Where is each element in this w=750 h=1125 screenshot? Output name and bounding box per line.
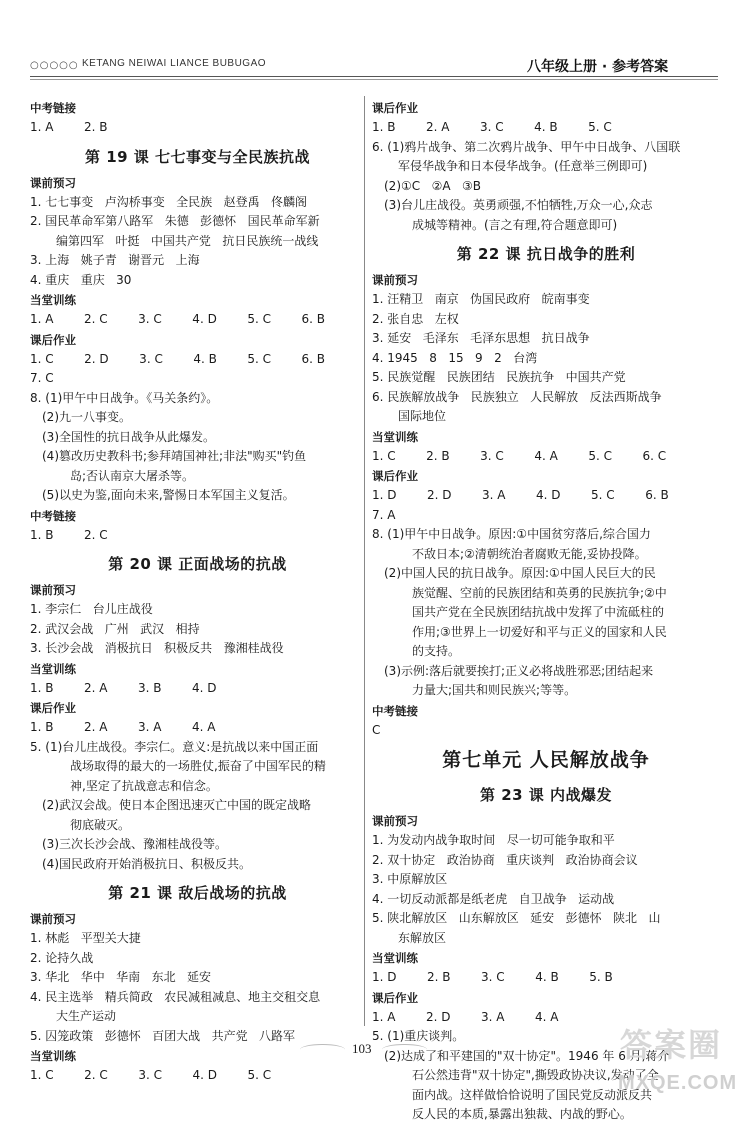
answer-line: 3. 长沙会战 消极抗日 积极反共 豫湘桂战役: [30, 641, 284, 655]
answer-line: 1. 林彪 平型关大捷: [30, 931, 141, 945]
answer-line: 4. 一切反动派都是纸老虎 自卫战争 运动战: [372, 891, 615, 906]
section-heading: 当堂训练: [30, 661, 76, 676]
answer-line: 2. 论持久战: [30, 950, 94, 965]
section-heading: 课后作业: [372, 101, 418, 115]
answer-line: (4)国民政府开始消极抗日、积极反共。: [42, 856, 251, 871]
answer-line: 3. 中原解放区: [372, 872, 448, 886]
answer-line: (2)中国人民的抗日战争。原因:①中国人民巨大的民: [384, 566, 656, 580]
lesson-title: 第 20 课 正面战场的抗战: [108, 555, 287, 573]
answer-line: 编第四军 叶挺 中国共产党 抗日民族统一战线: [56, 233, 319, 248]
footer-ornament-right: [382, 1044, 427, 1055]
watermark-logo-text: 答案圈: [620, 1026, 723, 1064]
section-heading: 课后作业: [30, 332, 76, 347]
section-heading: 课前预习: [372, 814, 418, 828]
answer-line: 4. 1945 8 15 9 2 台湾: [372, 350, 538, 365]
section-heading: 当堂训练: [30, 293, 76, 307]
answer-line: 1. A 2. C 3. C 4. D 5. C 6. B: [30, 312, 325, 326]
answer-line: 石公然违背"双十协定",撕毁政协决议,发动了全: [412, 1068, 659, 1082]
section-heading: 课前预习: [30, 583, 76, 597]
answer-line: 1. 汪精卫 南京 伪国民政府 皖南事变: [372, 292, 590, 306]
answer-line: 国共产党在全民族团结抗战中发挥了中流砥柱的: [412, 605, 665, 619]
answer-line: 1. C 2. D 3. C 4. B 5. C 6. B: [30, 351, 326, 366]
page-header: [0, 0, 750, 90]
answer-line: 大生产运动: [56, 1009, 117, 1023]
lesson-title: 第 21 课 敌后战场的抗战: [108, 884, 287, 902]
answer-line: 1. 李宗仁 台儿庄战役: [30, 602, 153, 616]
answer-line: C: [372, 722, 381, 737]
answer-line: 战场取得的最大的一场胜仗,振奋了中国军民的精: [70, 759, 326, 773]
answer-line: 6. (1)鸦片战争、第二次鸦片战争、甲午中日战争、八国联: [372, 139, 681, 154]
answer-line: 不敌日本;②清朝统治者腐败无能,妥协投降。: [412, 546, 647, 561]
answer-line: 3. 上海 姚子青 谢晋元 上海: [30, 253, 200, 267]
answer-line: 族觉醒、空前的民族团结和英勇的民族抗争;②中: [412, 585, 667, 600]
answer-line: (2)武汉会战。使日本企图迅速灭亡中国的既定战略: [42, 798, 311, 812]
answer-line: 4. 重庆 重庆 30: [30, 272, 132, 287]
header-grade-title: 八年级上册 · 参考答案: [527, 59, 669, 75]
footer-ornament-left: [300, 1044, 345, 1055]
answer-line: 军侵华战争和日本侵华战争。(任意举三例即可): [398, 159, 648, 173]
header-rule: [30, 76, 718, 77]
answer-line: 力量大;国共和则民族兴;等等。: [412, 683, 577, 697]
section-heading: 课前预习: [30, 912, 76, 926]
answer-line: 1. B 2. C: [30, 527, 108, 542]
answer-line: 1. A 2. B: [30, 120, 108, 134]
page-number: 103: [352, 1041, 372, 1056]
answer-line: 5. 陕北解放区 山东解放区 延安 彭德怀 陕北 山: [372, 911, 661, 925]
answer-line: 8. (1)甲午中日战争。《马关条约》。: [30, 390, 219, 405]
answer-line: 7. A: [372, 507, 396, 522]
answer-line: (3)全国性的抗日战争从此爆发。: [42, 429, 215, 444]
answer-line: 3. 延安 毛泽东 毛泽东思想 抗日战争: [372, 331, 590, 345]
lesson-title: 第 22 课 抗日战争的胜利: [456, 245, 636, 263]
answer-line: (3)示例:落后就要挨打;正义必将战胜邪恶;团结起来: [384, 663, 654, 678]
section-heading: 当堂训练: [372, 429, 418, 444]
answer-line: 1. D 2. B 3. C 4. B 5. B: [372, 970, 613, 984]
answer-line: 3. 华北 华中 华南 东北 延安: [30, 970, 212, 984]
answer-line: 1. C 2. C 3. C 4. D 5. C: [30, 1068, 272, 1082]
answer-line: 6. 民族解放战争 民族独立 人民解放 反法西斯战争: [372, 389, 662, 404]
answer-line: 面内战。这样做恰恰说明了国民党反动派反共: [412, 1087, 653, 1102]
section-heading: 课后作业: [30, 701, 76, 715]
answer-line: 1. B 2. A 3. C 4. B 5. C: [372, 120, 612, 134]
answer-line: (4)篡改历史教科书;参拜靖国神社;非法"购买"钓鱼: [42, 449, 307, 463]
answer-line: 反人民的本质,暴露出独裁、内战的野心。: [412, 1107, 632, 1121]
answer-line: 1. B 2. A 3. A 4. A: [30, 720, 216, 734]
answer-line: 彻底破灭。: [70, 817, 131, 832]
answer-line: 的支持。: [412, 644, 461, 658]
answer-line: 2. 张自忠 左权: [372, 311, 459, 326]
section-heading: 中考链接: [30, 101, 76, 115]
section-heading: 当堂训练: [30, 1049, 76, 1063]
answer-line: 岛;否认南京大屠杀等。: [70, 468, 195, 483]
answer-line: 5. 囚笼政策 彭德怀 百团大战 共产党 八路军: [30, 1028, 296, 1043]
answer-line: 5. (1)台儿庄战役。李宗仁。意义:是抗战以来中国正面: [30, 739, 319, 754]
answer-line: (2)达成了和平建国的"双十协定"。1946 年 6 月,蒋介: [384, 1048, 670, 1063]
answer-line: 1. 七七事变 卢沟桥事变 全民族 赵登禹 佟麟阁: [30, 194, 308, 209]
answer-line: 成城等精神。(言之有理,符合题意即可): [412, 217, 618, 232]
answer-line: (2)九一八事变。: [42, 410, 131, 424]
right-column: [372, 98, 723, 1125]
header-ornament-dots: ○○○○○: [30, 60, 79, 71]
answer-line: 5. (1)重庆谈判。: [372, 1029, 465, 1043]
section-heading: 中考链接: [372, 703, 418, 718]
answer-line: 东解放区: [398, 930, 447, 945]
section-heading: 当堂训练: [372, 951, 418, 965]
answer-line: (5)以史为鉴,面向未来,警惕日本军国主义复活。: [42, 488, 295, 502]
answer-line: 1. C 2. B 3. C 4. A 5. C 6. C: [372, 448, 667, 463]
lesson-title: 第 19 课 七七事变与全民族抗战: [84, 147, 311, 166]
answer-line: 4. 民主选举 精兵简政 农民减租减息、地主交租交息: [30, 989, 321, 1004]
answer-line: 1. B 2. A 3. B 4. D: [30, 680, 217, 695]
header-series-title: KETANG NEIWAI LIANCE BUBUGAO: [82, 58, 267, 69]
answer-line: (2)①C ②A ③B: [384, 178, 481, 193]
watermark-url: MXQE.COM: [618, 1072, 738, 1094]
answer-line: 2. 双十协定 政治协商 重庆谈判 政治协商会议: [372, 852, 638, 867]
answer-line: 5. 民族觉醒 民族团结 民族抗争 中国共产党: [372, 370, 626, 384]
answer-line: 国际地位: [398, 409, 447, 423]
answer-line: 2. 武汉会战 广州 武汉 相持: [30, 621, 200, 636]
section-heading: 课后作业: [372, 469, 418, 483]
section-heading: 中考链接: [30, 508, 76, 523]
site-watermark: [612, 1020, 740, 1105]
answer-line: 神,坚定了抗战意志和信念。: [70, 778, 218, 793]
section-heading: 课后作业: [372, 990, 418, 1005]
header-rule-thin: [30, 79, 718, 80]
answer-line: 作用;③世界上一切爱好和平与正义的国家和人民: [412, 624, 667, 639]
lesson-title: 第 23 课 内战爆发: [479, 786, 613, 804]
answer-line: 7. C: [30, 371, 54, 385]
answer-line: (3)三次长沙会战、豫湘桂战役等。: [42, 837, 227, 851]
left-column: [30, 98, 365, 1086]
section-heading: 课前预习: [30, 175, 76, 190]
answer-line: (3)台儿庄战役。英勇顽强,不怕牺牲,万众一心,众志: [384, 198, 653, 212]
section-heading: 课前预习: [372, 273, 418, 287]
answer-line: 2. 国民革命军第八路军 朱德 彭德怀 国民革命军新: [30, 214, 320, 228]
answer-line: 1. 为发动内战争取时间 尽一切可能争取和平: [372, 833, 615, 847]
unit-title: 第七单元 人民解放战争: [442, 749, 650, 771]
answer-line: 1. A 2. D 3. A 4. A: [372, 1009, 559, 1024]
answer-line: 1. D 2. D 3. A 4. D 5. C 6. B: [372, 488, 669, 502]
answer-line: 8. (1)甲午中日战争。原因:①中国贫穷落后,综合国力: [372, 527, 651, 541]
